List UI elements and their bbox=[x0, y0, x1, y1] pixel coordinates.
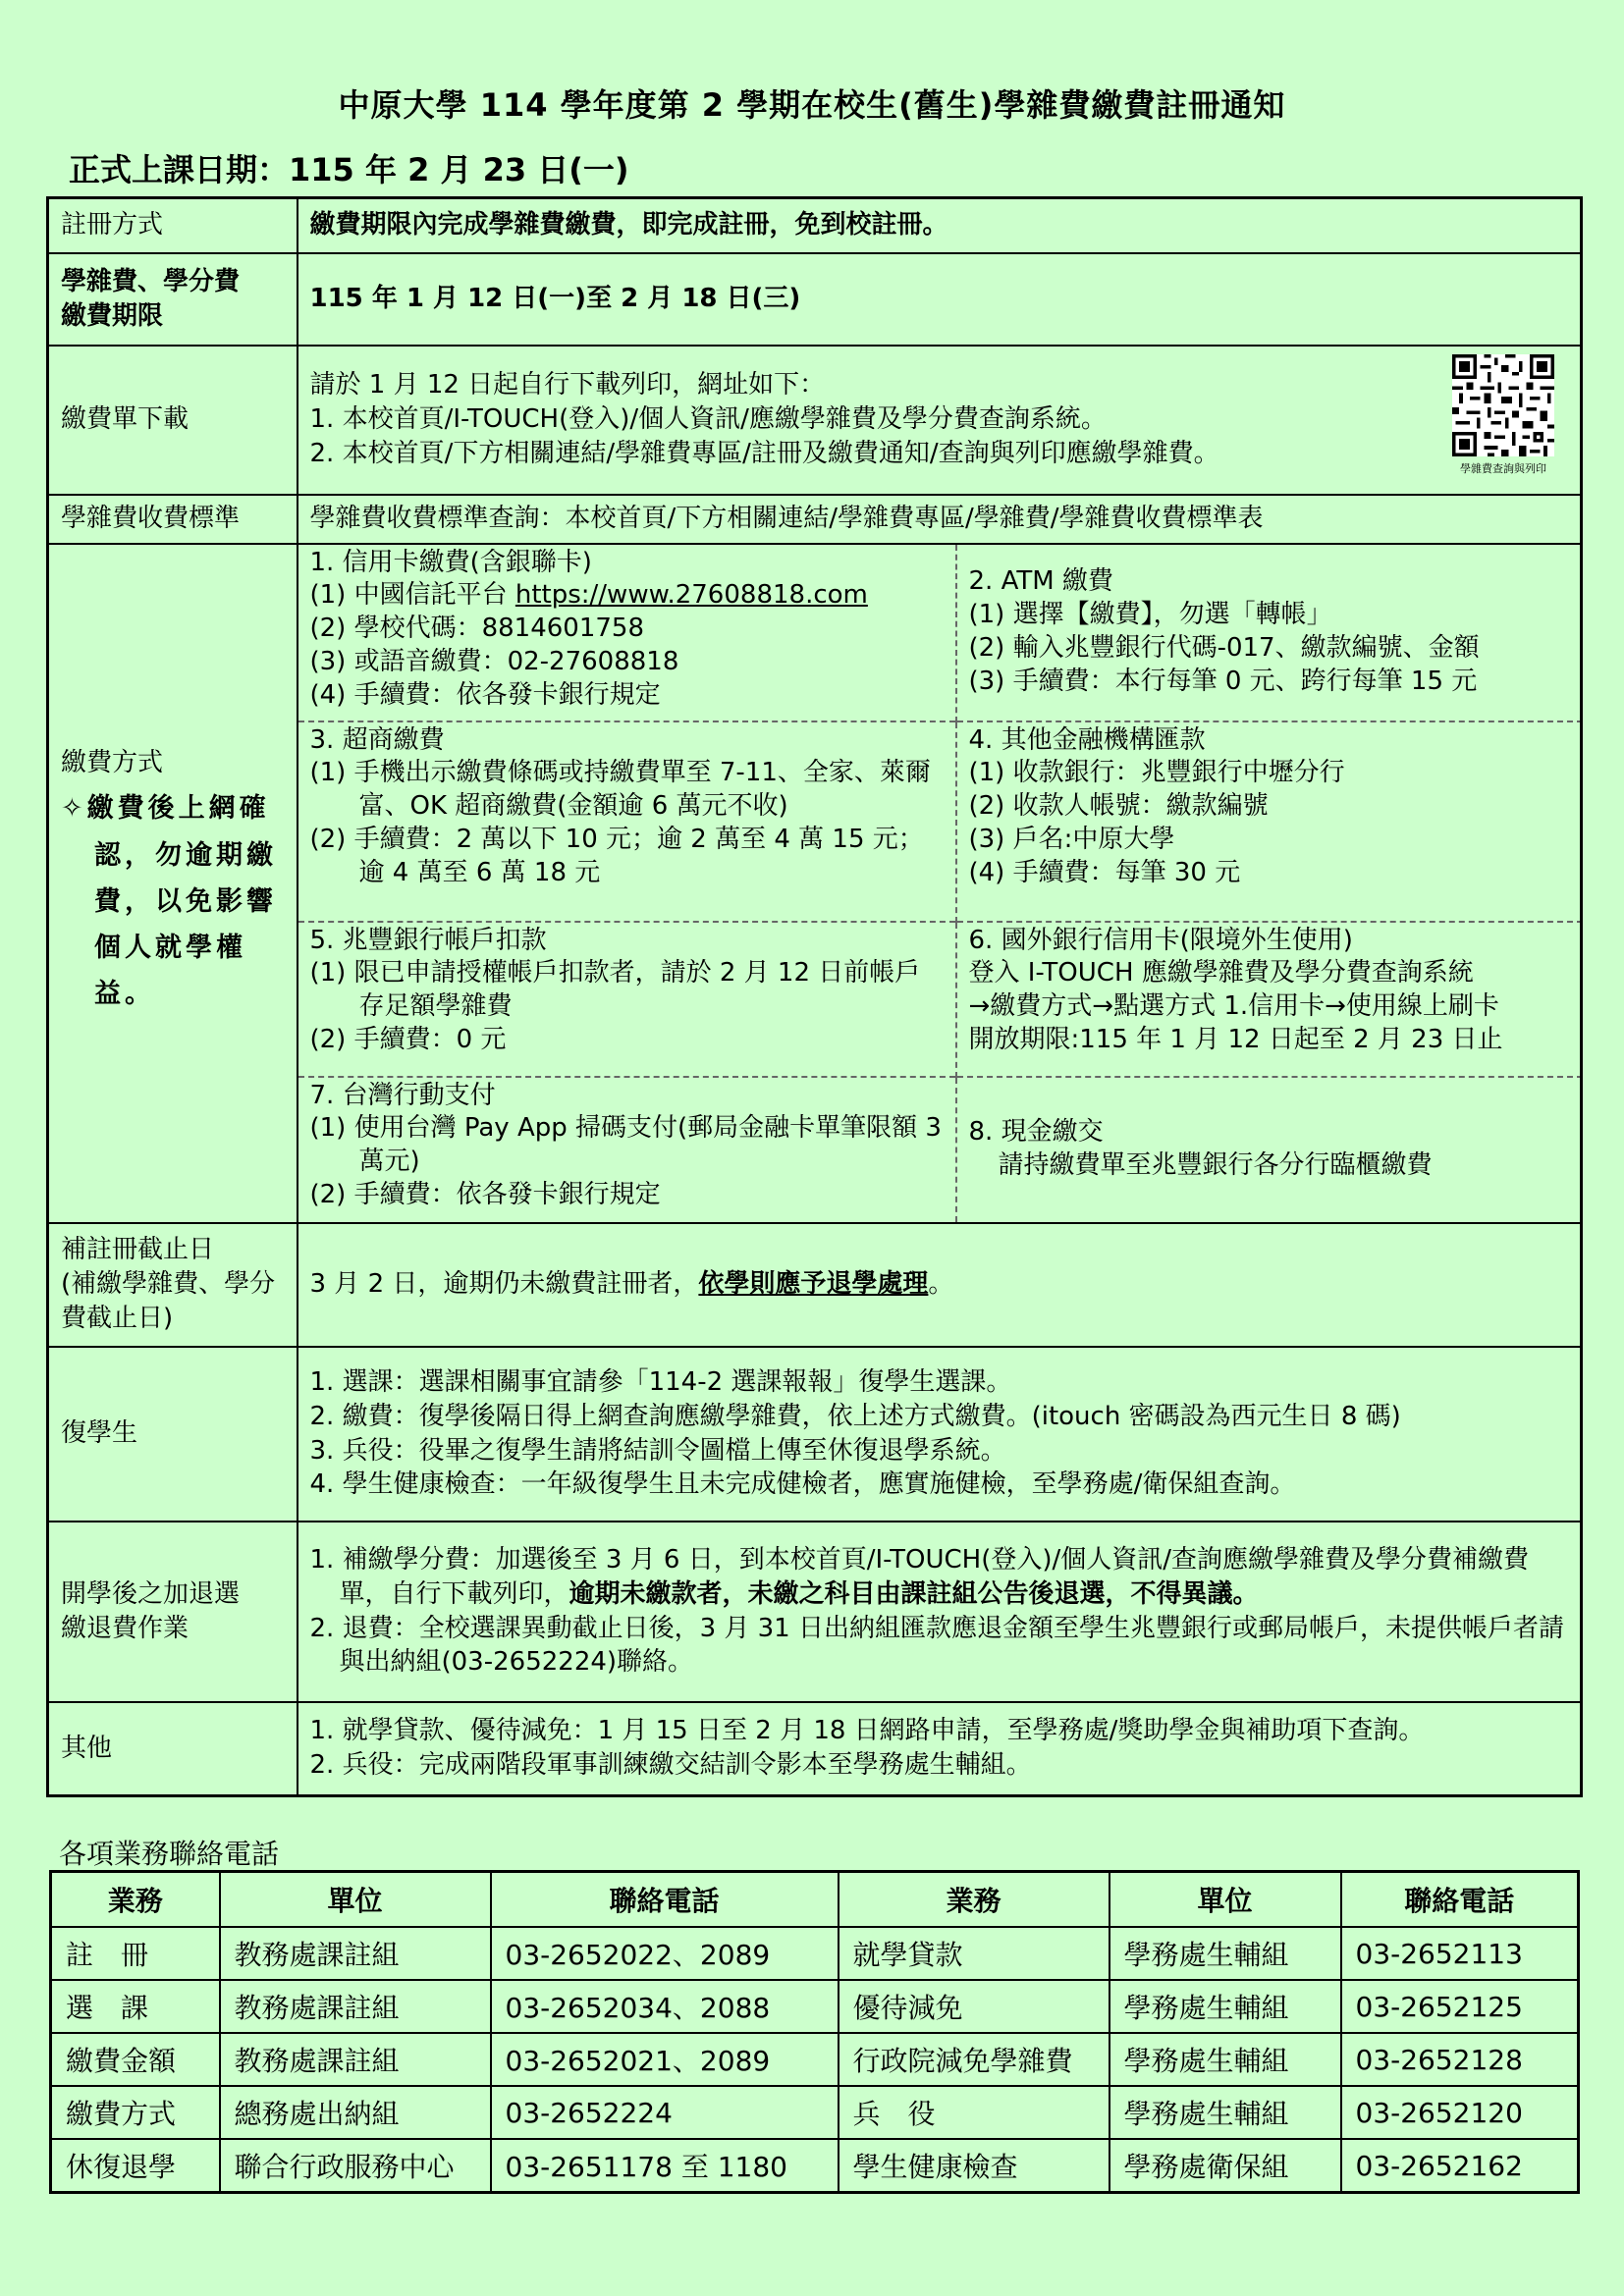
label-late-2: (補繳學雜費、學分費截止日) bbox=[61, 1269, 276, 1333]
method-4-line-4: (4) 手續費：每筆 30 元 bbox=[968, 857, 1241, 887]
contact-cell: 優待減免 bbox=[839, 1980, 1110, 2033]
contact-cell: 總務處出納組 bbox=[220, 2086, 491, 2139]
resume-line-4: 4. 學生健康檢查：一年級復學生且未完成健檢者，應實施健檢，至學務處/衛保組查詢。 bbox=[309, 1469, 1296, 1500]
label-resume: 復學生 bbox=[48, 1347, 298, 1522]
resume-line-2: 2. 繳費：復學後隔日得上網查詢應繳學雜費，依上述方式繳費。(itouch 密碼設為西元生日 8 碼) bbox=[309, 1401, 1401, 1431]
contact-cell: 學務處生輔組 bbox=[1110, 2086, 1341, 2139]
method-convenience-store bbox=[298, 721, 956, 922]
label-payment bbox=[48, 544, 298, 1223]
resume-line-3: 3. 兵役：役畢之復學生請將結訓令圖檔上傳至休復退學系統。 bbox=[309, 1435, 1006, 1466]
table-row bbox=[51, 2086, 1579, 2139]
method-foreign-card bbox=[956, 922, 1583, 1077]
method-6-title: 6. 國外銀行信用卡(限境外生使用) bbox=[968, 925, 1353, 955]
add-drop-line-1 bbox=[310, 1543, 1569, 1612]
reg-method-text: 繳費期限內完成學雜費繳費，即完成註冊，免到校註冊。 bbox=[298, 198, 1582, 253]
contact-cell: 學務處衛保組 bbox=[1110, 2139, 1341, 2193]
label-standard: 學雜費收費標準 bbox=[48, 495, 298, 544]
method-2-line-2: (2) 輸入兆豐銀行代碼-017、繳款編號、金額 bbox=[968, 633, 1480, 663]
payment-methods-grid bbox=[298, 545, 1583, 1222]
label-add-drop-1: 開學後之加退選 bbox=[61, 1578, 241, 1609]
contact-cell: 教務處課註組 bbox=[220, 2033, 491, 2086]
contact-phone: 03-2652022、2089 bbox=[491, 1927, 839, 1980]
contacts-header-row bbox=[51, 1872, 1579, 1928]
warning-line-4: 個人就學權 bbox=[94, 933, 246, 964]
late-registration-text bbox=[298, 1223, 1582, 1347]
contact-cell: 教務處課註組 bbox=[220, 1980, 491, 2033]
row-late-registration bbox=[48, 1223, 1582, 1347]
method-taiwan-pay bbox=[298, 1077, 956, 1222]
warning-line-3: 費，以免影響 bbox=[94, 885, 277, 917]
row-reg-method bbox=[48, 198, 1582, 253]
label-add-drop bbox=[48, 1522, 298, 1702]
add-drop-line-2: 2. 退費：全校選課異動截止日後，3 月 31 日出納組匯款應退金額至學生兆豐銀行或郵局帳戶，未提供帳戶者請與出納組(03-2652224)聯絡。 bbox=[309, 1613, 1564, 1678]
method-2-line-1: (1) 選擇【繳費】，勿選「轉帳」 bbox=[968, 600, 1332, 630]
label-late-registration bbox=[48, 1223, 298, 1347]
contact-cell: 休復退學 bbox=[51, 2139, 220, 2193]
method-8-line-1: 請持繳費單至兆豐銀行各分行臨櫃繳費 bbox=[998, 1150, 1433, 1180]
method-atm bbox=[956, 545, 1583, 721]
method-5-line-2: (2) 手續費：0 元 bbox=[309, 1024, 507, 1054]
contact-cell: 學務處生輔組 bbox=[1110, 1927, 1341, 1980]
table-row bbox=[51, 1927, 1579, 1980]
contact-phone: 03-2652224 bbox=[491, 2086, 839, 2139]
contact-phone: 03-2652128 bbox=[1341, 2033, 1579, 2086]
class-start-date: 正式上課日期：115 年 2 月 23 日(一) bbox=[69, 151, 629, 188]
method-4-line-1: (1) 收款銀行：兆豐銀行中壢分行 bbox=[968, 758, 1345, 788]
method-4-line-3: (3) 戶名:中原大學 bbox=[968, 824, 1175, 854]
method-account-debit bbox=[298, 922, 956, 1077]
contact-cell: 行政院減免學雜費 bbox=[839, 2033, 1110, 2086]
contact-phone: 03-2652034、2088 bbox=[491, 1980, 839, 2033]
method-5-line-1: (1) 限已申請授權帳戶扣款者，請於 2 月 12 日前帳戶存足額學雜費 bbox=[309, 958, 921, 1022]
table-row bbox=[51, 2033, 1579, 2086]
download-cell bbox=[298, 346, 1582, 495]
contact-cell: 學務處生輔組 bbox=[1110, 1980, 1341, 2033]
table-row bbox=[51, 1980, 1579, 2033]
method-3-line-2: (2) 手續費：2 萬以下 10 元；逾 2 萬至 4 萬 15 元；逾 4 萬至 6 萬 18 元 bbox=[309, 824, 924, 887]
method-6-line-2: →繳費方式→點選方式 1.信用卡→使用線上刷卡 bbox=[968, 991, 1499, 1022]
ctbc-payment-link[interactable]: https://www.27608818.com bbox=[514, 580, 868, 611]
contacts-header: 聯絡電話 bbox=[491, 1872, 839, 1928]
download-line-3: 2. 本校首頁/下方相關連結/學雜費專區/註冊及繳費通知/查詢與列印應繳學雜費。 bbox=[309, 438, 1219, 468]
registration-table bbox=[46, 196, 1583, 1797]
method-7-title: 7. 台灣行動支付 bbox=[309, 1080, 496, 1110]
contact-phone: 03-2652120 bbox=[1341, 2086, 1579, 2139]
row-resume-students bbox=[48, 1347, 1582, 1522]
resume-cell bbox=[298, 1347, 1582, 1522]
contact-cell: 聯合行政服務中心 bbox=[220, 2139, 491, 2193]
method-4-line-2: (2) 收款人帳號：繳款編號 bbox=[968, 791, 1269, 822]
contact-cell: 學生健康檢查 bbox=[839, 2139, 1110, 2193]
label-other: 其他 bbox=[48, 1702, 298, 1796]
row-add-drop bbox=[48, 1522, 1582, 1702]
page-title: 中原大學 114 學年度第 2 學期在校生(舊生)學雜費繳費註冊通知 bbox=[338, 86, 1286, 124]
contact-cell: 教務處課註組 bbox=[220, 1927, 491, 1980]
label-deadline bbox=[48, 253, 298, 346]
add-drop-cell bbox=[298, 1522, 1582, 1702]
row-deadline bbox=[48, 253, 1582, 346]
method-credit-card bbox=[298, 545, 956, 721]
contact-phone: 03-2652021、2089 bbox=[491, 2033, 839, 2086]
method-6-line-3: 開放期限:115 年 1 月 12 日起至 2 月 23 日止 bbox=[968, 1024, 1503, 1054]
method-7-line-2: (2) 手續費：依各發卡銀行規定 bbox=[309, 1179, 661, 1209]
row-standard bbox=[48, 495, 1582, 544]
add-drop-line-1-text: 1. 補繳學分費：加選後至 3 月 6 日，到本校首頁/I-TOUCH(登入)/個人資訊/查詢應繳學雜費及學分費補繳費單，自行下載列印， bbox=[309, 1544, 1530, 1609]
contact-cell: 學務處生輔組 bbox=[1110, 2033, 1341, 2086]
contact-cell: 繳費方式 bbox=[51, 2086, 220, 2139]
qr-code[interactable] bbox=[1452, 354, 1554, 477]
method-1-title: 1. 信用卡繳費(含銀聯卡) bbox=[309, 547, 592, 577]
contact-cell: 註 冊 bbox=[51, 1927, 220, 1980]
warning-line-5: 益。 bbox=[94, 979, 155, 1010]
contact-cell: 選 課 bbox=[51, 1980, 220, 2033]
method-4-title: 4. 其他金融機構匯款 bbox=[968, 724, 1206, 755]
late-text-post: 。 bbox=[928, 1269, 954, 1300]
method-1-line-1 bbox=[310, 579, 944, 613]
warning-line-1: ✧繳費後上網確 bbox=[61, 793, 270, 825]
deadline-text: 115 年 1 月 12 日(一)至 2 月 18 日(三) bbox=[298, 253, 1582, 346]
method-5-title: 5. 兆豐銀行帳戶扣款 bbox=[309, 925, 547, 955]
contacts-header: 聯絡電話 bbox=[1341, 1872, 1579, 1928]
contact-phone: 03-2651178 至 1180 bbox=[491, 2139, 839, 2193]
contacts-header: 單位 bbox=[1110, 1872, 1341, 1928]
method-wire-transfer bbox=[956, 721, 1583, 922]
label-reg-method: 註冊方式 bbox=[48, 198, 298, 253]
label-payment-text: 繳費方式 bbox=[61, 747, 164, 777]
contact-phone: 03-2652113 bbox=[1341, 1927, 1579, 1980]
label-late-1: 補註冊截止日 bbox=[61, 1235, 215, 1265]
add-drop-line-1-bold: 逾期未繳款者，未繳之科目由課註組公告後退選，不得異議。 bbox=[568, 1578, 1259, 1609]
other-line-1: 1. 就學貸款、優待減免：1 月 15 日至 2 月 18 日網路申請，至學務處/獎助學金與補助項下查詢。 bbox=[309, 1716, 1425, 1746]
contacts-header: 業務 bbox=[51, 1872, 220, 1928]
row-download bbox=[48, 346, 1582, 495]
contact-cell: 就學貸款 bbox=[839, 1927, 1110, 1980]
payment-warning bbox=[61, 785, 285, 1017]
payment-methods-cell bbox=[298, 544, 1582, 1223]
method-1-line-4: (4) 手續費：依各發卡銀行規定 bbox=[309, 679, 661, 710]
contacts-header: 業務 bbox=[839, 1872, 1110, 1928]
method-2-line-3: (3) 手續費：本行每筆 0 元、跨行每筆 15 元 bbox=[968, 666, 1478, 696]
qr-caption: 學雜費查詢與列印 bbox=[1460, 461, 1547, 475]
method-1-line-3: (3) 或語音繳費：02-27608818 bbox=[309, 646, 679, 676]
contact-cell: 繳費金額 bbox=[51, 2033, 220, 2086]
method-6-line-1: 登入 I-TOUCH 應繳學雜費及學分費查詢系統 bbox=[968, 958, 1474, 988]
contacts-header: 單位 bbox=[220, 1872, 491, 1928]
contact-cell: 兵 役 bbox=[839, 2086, 1110, 2139]
method-8-title: 8. 現金繳交 bbox=[968, 1117, 1104, 1148]
contact-phone: 03-2652162 bbox=[1341, 2139, 1579, 2193]
method-cash bbox=[956, 1077, 1583, 1222]
contact-phone: 03-2652125 bbox=[1341, 1980, 1579, 2033]
method-3-line-1: (1) 手機出示繳費條碼或持繳費單至 7-11、全家、萊爾富、OK 超商繳費(金額逾 6 萬元不收) bbox=[309, 758, 931, 822]
row-payment bbox=[48, 544, 1582, 1223]
contacts-table bbox=[49, 1870, 1580, 2194]
method-1-platform: (1) 中國信託平台 bbox=[309, 580, 515, 611]
other-line-2: 2. 兵役：完成兩階段軍事訓練繳交結訓令影本至學務處生輔組。 bbox=[309, 1750, 1032, 1781]
method-7-line-1: (1) 使用台灣 Pay App 掃碼支付(郵局金融卡單筆限額 3 萬元) bbox=[309, 1113, 942, 1177]
row-other bbox=[48, 1702, 1582, 1796]
late-text-bold: 依學則應予退學處理 bbox=[698, 1269, 929, 1300]
download-line-1: 請於 1 月 12 日起自行下載列印，網址如下： bbox=[309, 370, 826, 400]
warning-line-2: 認，勿逾期繳 bbox=[94, 839, 277, 871]
label-deadline-2: 繳費期限 bbox=[61, 300, 164, 331]
late-text-pre: 3 月 2 日，逾期仍未繳費註冊者， bbox=[309, 1269, 699, 1300]
qr-code-icon bbox=[1452, 354, 1554, 456]
other-cell bbox=[298, 1702, 1582, 1796]
table-row bbox=[51, 2139, 1579, 2193]
contacts-heading: 各項業務聯絡電話 bbox=[59, 1838, 280, 1870]
label-download: 繳費單下載 bbox=[48, 346, 298, 495]
standard-text: 學雜費收費標準查詢：本校首頁/下方相關連結/學雜費專區/學雜費/學雜費收費標準表 bbox=[298, 495, 1582, 544]
resume-line-1: 1. 選課：選課相關事宜請參「114-2 選課報報」復學生選課。 bbox=[309, 1366, 1012, 1397]
label-add-drop-2: 繳退費作業 bbox=[61, 1613, 189, 1643]
method-2-title: 2. ATM 繳費 bbox=[968, 566, 1113, 597]
download-line-2: 1. 本校首頁/I-TOUCH(登入)/個人資訊/應繳學雜費及學分費查詢系統。 bbox=[309, 404, 1107, 435]
method-1-line-2: (2) 學校代碼：8814601758 bbox=[309, 614, 645, 644]
method-3-title: 3. 超商繳費 bbox=[309, 724, 445, 755]
label-deadline-1: 學雜費、學分費 bbox=[61, 266, 241, 296]
